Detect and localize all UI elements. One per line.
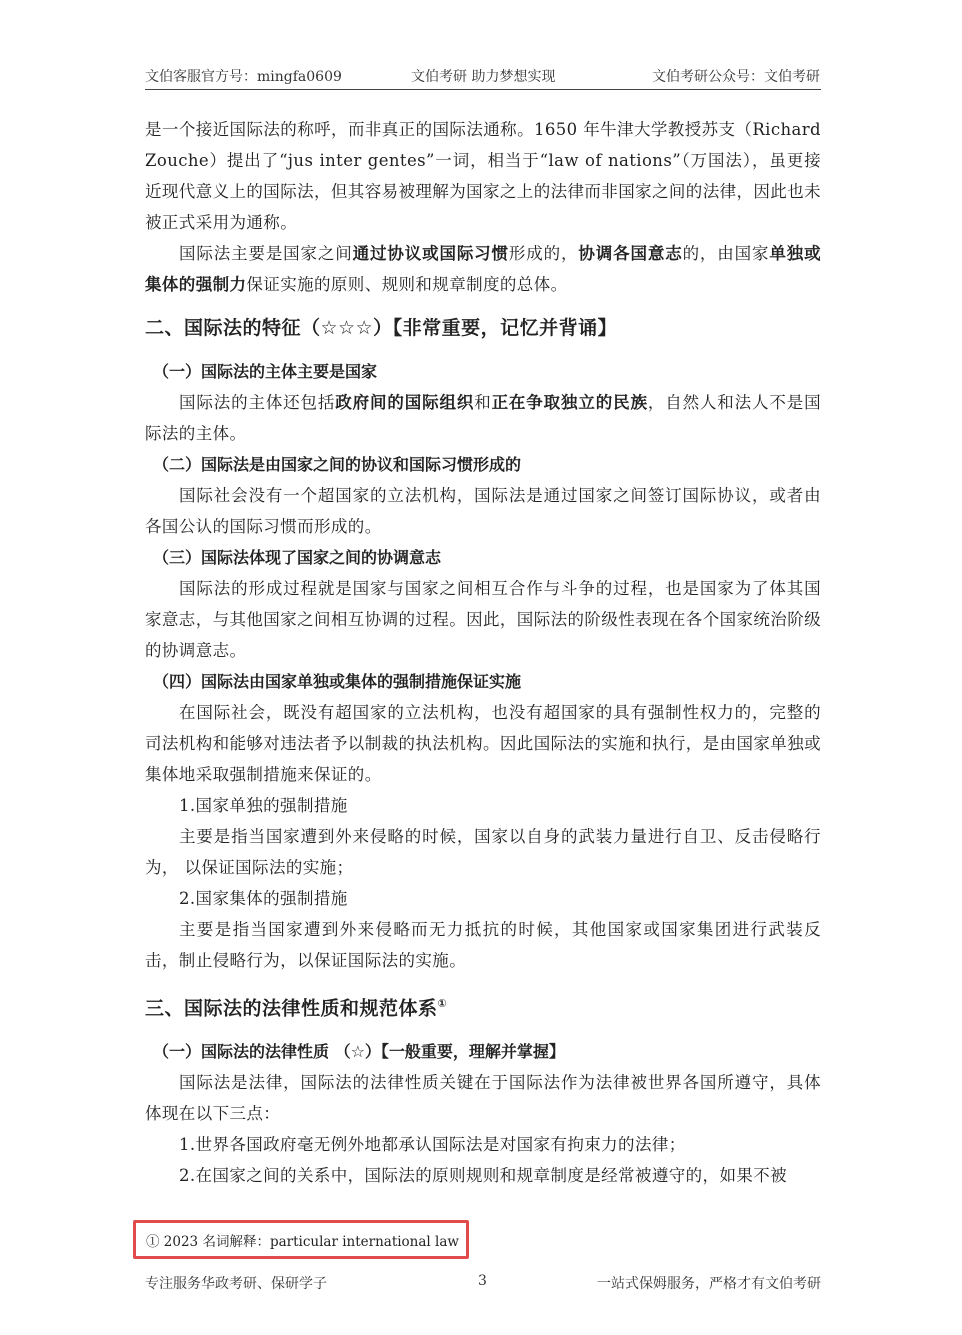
list-item: 2.国家集体的强制措施: [179, 889, 348, 908]
list-item: 1.国家单独的强制措施: [179, 796, 348, 815]
paragraph: 国际社会没有一个超国家的立法机构，国际法是通过国家之间签订国际协议，或者由各国公认的国际习惯而形成的。: [145, 486, 821, 536]
paragraph: 国际法的形成过程就是国家与国家之间相互合作与斗争的过程，也是国家为了体其国家意志，与其他国家之间相互协调的过程。因此，国际法的阶级性表现在各个国家统治阶级的协调意志。: [145, 579, 821, 660]
paragraph: 国际法是法律，国际法的法律性质关键在于国际法作为法律被世界各国所遵守，具体体现在以下三点：: [145, 1073, 821, 1124]
footnote-marker[interactable]: ①: [437, 997, 448, 1010]
paragraph: 是一个接近国际法的称呼，而非真正的国际法通称。1650 年牛津大学教授苏支（Richard Zouche）提出了“jus inter gentes”一词，相当于“law of nations”（万国法），虽更接近现代意义上的国际法，但其容易被理解为国家之上的法律而非国家之间的法律，因此也未被正式采用为通称。: [145, 120, 821, 232]
subsection-heading: （三）国际法体现了国家之间的协调意志: [153, 548, 442, 567]
paragraph: 主要是指当国家遭到外来侵略的时候，国家以自身的武装力量进行自卫、反击侵略行为， 以保证国际法的实施；: [145, 827, 821, 877]
subsection-heading: （四）国际法由国家单独或集体的强制措施保证实施: [153, 672, 522, 691]
list-item: 2.在国家之间的关系中，国际法的原则规则和规章制度是经常被遵守的，如果不被: [179, 1166, 788, 1186]
section-heading: 三、国际法的法律性质和规范体系①: [145, 997, 448, 1020]
footnote: ① 2023 名词解释：particular international law: [146, 1234, 459, 1250]
header-right: 文伯考研公众号：文伯考研: [652, 69, 820, 85]
subsection-heading: （一）国际法的法律性质 （☆）【一般重要，理解并掌握】: [153, 1042, 565, 1062]
header-left: 文伯客服官方号：mingfa0609: [145, 69, 342, 85]
main-content: [145, 114, 821, 1191]
section-heading: 二、国际法的特征（☆☆☆）【非常重要，记忆并背诵】: [145, 317, 618, 339]
header-divider: [145, 89, 821, 90]
footer-right: 一站式保姆服务，严格才有文伯考研: [597, 1276, 821, 1292]
paragraph: 国际法的主体还包括政府间的国际组织和正在争取独立的民族，自然人和法人不是国际法的主体。: [145, 393, 822, 443]
page-header: [145, 66, 820, 88]
paragraph: 主要是指当国家遭到外来侵略而无力抵抗的时候，其他国家或国家集团进行武装反击，制止侵略行为，以保证国际法的实施。: [145, 920, 821, 970]
paragraph: 在国际社会，既没有超国家的立法机构，也没有超国家的具有强制性权力的，完整的司法机构和能够对违法者予以制裁的执法机构。因此国际法的实施和执行，是由国家单独或集体地采取强制措施来保证的。: [145, 703, 821, 784]
footer-left: 专注服务华政考研、保研学子: [145, 1276, 327, 1292]
page-number: 3: [478, 1273, 487, 1289]
page-footer: [145, 1273, 821, 1293]
subsection-heading: （二）国际法是由国家之间的协议和国际习惯形成的: [153, 455, 522, 474]
header-center: 文伯考研 助力梦想实现: [411, 69, 556, 85]
paragraph-definition: 国际法主要是国家之间通过协议或国际习惯形成的，协调各国意志的，由国家单独或集体的强制力保证实施的原则、规则和规章制度的总体。: [145, 244, 822, 294]
subsection-heading: （一）国际法的主体主要是国家: [153, 362, 378, 381]
list-item: 1.世界各国政府毫无例外地都承认国际法是对国家有拘束力的法律；: [179, 1135, 686, 1155]
